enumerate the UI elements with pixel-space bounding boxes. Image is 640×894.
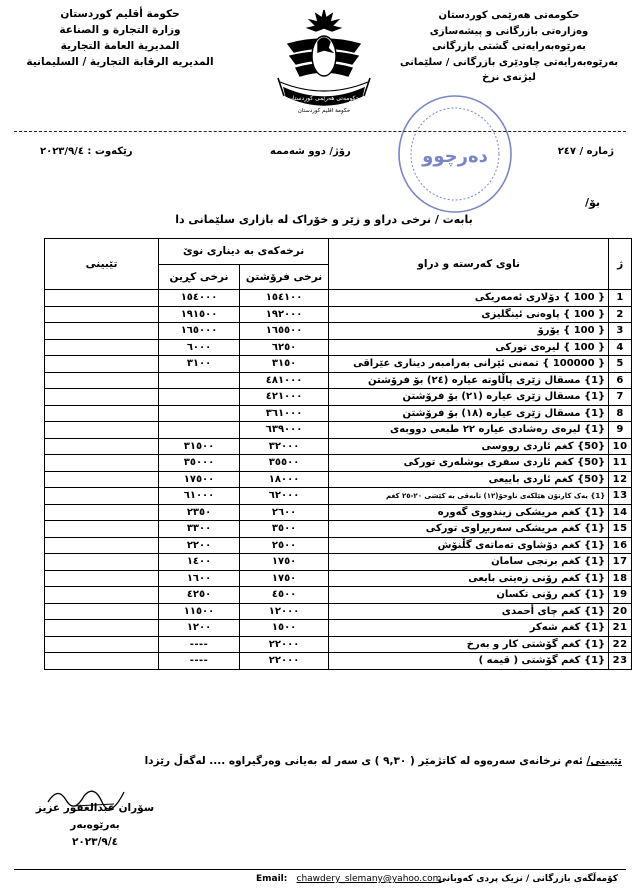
sell-price-cell: ٣٢٠٠٠ xyxy=(239,438,328,455)
table-row xyxy=(45,306,632,323)
footer-divider xyxy=(14,869,626,870)
notes-cell xyxy=(45,323,159,340)
sell-price-cell: ١٢٠٠٠ xyxy=(239,603,328,620)
stamp-text: دەرچوو xyxy=(422,146,488,167)
buy-price-cell: ٢٢٠٠ xyxy=(159,537,240,554)
header-kurdish xyxy=(394,8,624,86)
item-name-cell: {1} کغم مریشکی سەربڕاوی تورکی xyxy=(329,521,609,538)
buy-price-cell: ١٦٥٠٠٠ xyxy=(159,323,240,340)
sell-price-cell: ٦٢٠٠٠ xyxy=(239,488,328,505)
buy-price-cell: ---- xyxy=(159,636,240,653)
notes-cell xyxy=(45,471,159,488)
item-name-cell: {1} مسقال زێری عیارە (٢١) بۆ فرۆشتن xyxy=(329,389,609,406)
sell-price-cell: ١٥٠٠ xyxy=(239,620,328,637)
table-row xyxy=(45,554,632,571)
item-name-cell: {50} کغم ئاردی رووسی xyxy=(329,438,609,455)
sell-price-cell: ٣٦١٠٠٠ xyxy=(239,405,328,422)
buy-price-cell xyxy=(159,422,240,439)
buy-price-cell: ١٧٥٠٠ xyxy=(159,471,240,488)
table-row xyxy=(45,455,632,472)
sell-price-cell: ١٧٥٠ xyxy=(239,554,328,571)
footer-email-label: Email: xyxy=(256,874,288,884)
header-arabic-line: وزارة التجارة و الصناعة xyxy=(59,24,181,36)
notes-cell xyxy=(45,653,159,670)
notes-cell xyxy=(45,587,159,604)
row-number-cell: 21 xyxy=(609,620,632,637)
notes-cell xyxy=(45,488,159,505)
notes-cell xyxy=(45,339,159,356)
table-row xyxy=(45,587,632,604)
row-number-cell: 9 xyxy=(609,422,632,439)
header-kurdish-line: بەرێوەبەرایەتی گشتی بازرگانی xyxy=(432,41,586,52)
notes-cell xyxy=(45,636,159,653)
row-number-cell: 3 xyxy=(609,323,632,340)
notes-cell xyxy=(45,455,159,472)
table-row xyxy=(45,405,632,422)
sell-price-cell: ١٥٤١٠٠ xyxy=(239,290,328,307)
buy-price-cell: ١٥٤٠٠٠ xyxy=(159,290,240,307)
notes-cell xyxy=(45,422,159,439)
notes-cell xyxy=(45,521,159,538)
emblem-subtext: حكومة اقليم كوردستان xyxy=(297,108,351,114)
note-text: ئەم نرخانەی سەرەوە لە کاتژمێر ( ٩,٣٠ ) ی سەر لە بەیانی وەرگیراوە .... لەگەڵ رێزدا xyxy=(144,755,583,767)
item-name-cell: { 100 } دۆلاری ئەمەریکی xyxy=(329,290,609,307)
table-row xyxy=(45,537,632,554)
row-number-cell: 20 xyxy=(609,603,632,620)
header-name: ناوی کەرستە و دراو xyxy=(329,239,609,290)
notes-cell xyxy=(45,438,159,455)
table-row xyxy=(45,471,632,488)
signatory-name: سۆران عبدالغفور عزیز xyxy=(35,802,155,814)
header-kurdish-line: لیژنەی نرخ xyxy=(482,72,536,83)
item-name-cell: {1} لیرەی رەشادی عیارە ٢٢ طبعی دووبەی xyxy=(329,422,609,439)
item-name-cell: {1} کغم رۆنی زەیتی بایعی xyxy=(329,570,609,587)
item-name-cell: {50} کغم ئاردی سفری بوشلەری تورکی xyxy=(329,455,609,472)
item-name-cell: {1} کغم چای أحمدی xyxy=(329,603,609,620)
footer-address: کۆمەڵگەی بازرگانی / نزیک پردی کەوبانی xyxy=(437,874,618,884)
row-number-cell: 6 xyxy=(609,372,632,389)
header-kurdish-line: بەرێوەبەرایەتی چاودێری بازرگانی / سلێمانی xyxy=(399,56,619,68)
doc-day: رۆژ/ دوو شەممە xyxy=(270,146,351,157)
table-row xyxy=(45,389,632,406)
item-name-cell: {1} کغم مریشکی زیندووی گەورە xyxy=(329,504,609,521)
buy-price-cell: ٣١٥٠٠ xyxy=(159,438,240,455)
row-number-cell: 4 xyxy=(609,339,632,356)
notes-cell xyxy=(45,554,159,571)
row-number-cell: 18 xyxy=(609,570,632,587)
buy-price-cell: ٣٥٠٠٠ xyxy=(159,455,240,472)
item-name-cell: {1} کغم گۆشتی کار و بەرخ xyxy=(329,636,609,653)
footer-email xyxy=(256,874,441,884)
footer-email-link[interactable]: chawdery_slemany@yahoo.com xyxy=(296,874,442,884)
item-name-cell: {1} کغم برنجی سامان xyxy=(329,554,609,571)
buy-price-cell: ١٢٠٠ xyxy=(159,620,240,637)
table-row xyxy=(45,290,632,307)
signatory-title: بەرێوەبەر xyxy=(70,819,120,831)
item-name-cell: {1} کغم گۆشتی ( قیمە ) xyxy=(329,653,609,670)
sell-price-cell: ٢٦٠٠ xyxy=(239,504,328,521)
notes-cell xyxy=(45,405,159,422)
item-name-cell: { 100 } لیرەی تورکی xyxy=(329,339,609,356)
notes-cell xyxy=(45,389,159,406)
signature-date: ٢٠٢٣/٩/٤ xyxy=(71,836,119,848)
buy-price-cell xyxy=(159,389,240,406)
row-number-cell: 17 xyxy=(609,554,632,571)
buy-price-cell: ٢٣٥٠ xyxy=(159,504,240,521)
header-kurdish-line: وەزارەتی بازرگانی و پیشەسازی xyxy=(429,25,589,37)
header-number: ژ xyxy=(609,239,632,290)
notes-cell xyxy=(45,570,159,587)
row-number-cell: 13 xyxy=(609,488,632,505)
table-row xyxy=(45,603,632,620)
header-buy: نرخی کڕین xyxy=(159,264,240,290)
row-number-cell: 15 xyxy=(609,521,632,538)
row-number-cell: 7 xyxy=(609,389,632,406)
table-row xyxy=(45,372,632,389)
sell-price-cell: ٢٢٠٠٠ xyxy=(239,653,328,670)
emblem-text: حکومەتی هەرێمی کوردستان xyxy=(288,95,360,102)
note-label: تێبینی/ xyxy=(586,755,622,767)
item-name-cell: {1} کغم دۆشاوی تەماتەی گڵنۆش xyxy=(329,537,609,554)
row-number-cell: 19 xyxy=(609,587,632,604)
kurdistan-emblem-icon xyxy=(268,4,380,120)
row-number-cell: 22 xyxy=(609,636,632,653)
item-name-cell: {1} کغم رۆنی تکسان xyxy=(329,587,609,604)
buy-price-cell: ٦٠٠٠ xyxy=(159,339,240,356)
sell-price-cell: ١٧٥٠ xyxy=(239,570,328,587)
buy-price-cell: ٣١٠٠ xyxy=(159,356,240,373)
notes-cell xyxy=(45,372,159,389)
item-name-cell: {50} کغم ئاردی باییعی xyxy=(329,471,609,488)
header-arabic-line: المديرية العامة التجارية xyxy=(60,40,180,52)
table-header-row xyxy=(45,239,632,265)
row-number-cell: 10 xyxy=(609,438,632,455)
sell-price-cell: ١٨٠٠٠ xyxy=(239,471,328,488)
notes-cell xyxy=(45,603,159,620)
sell-price-cell: ١٦٥٥٠٠ xyxy=(239,323,328,340)
notes-cell xyxy=(45,290,159,307)
buy-price-cell xyxy=(159,372,240,389)
header-sell: نرخی فرۆشتن xyxy=(239,264,328,290)
row-number-cell: 14 xyxy=(609,504,632,521)
table-row xyxy=(45,339,632,356)
signature-block xyxy=(30,800,160,851)
sell-price-cell: ٣٥٠٠ xyxy=(239,521,328,538)
notes-cell xyxy=(45,356,159,373)
buy-price-cell: ٦١٠٠٠ xyxy=(159,488,240,505)
notes-cell xyxy=(45,504,159,521)
outgoing-stamp-icon xyxy=(395,92,515,216)
header-arabic xyxy=(20,6,220,70)
buy-price-cell: ١٩١٥٠٠ xyxy=(159,306,240,323)
header-notes: تێبینی xyxy=(45,239,159,290)
row-number-cell: 1 xyxy=(609,290,632,307)
item-name-cell: {1} یەک کارتۆن هێلکەی ناوخۆ(١٢) تابەقی بە کێشی ٢٠-٢٥ کغم xyxy=(329,488,609,505)
sell-price-cell: ١٩٢٠٠٠ xyxy=(239,306,328,323)
table-row xyxy=(45,504,632,521)
row-number-cell: 5 xyxy=(609,356,632,373)
header-arabic-line: المديريه الرقابة التجارية / السليمانية xyxy=(26,56,214,68)
subject-line: بابەت / نرخی دراو و زێر و خۆراک لە بازاری سلێمانی دا xyxy=(175,213,473,226)
table-row xyxy=(45,422,632,439)
doc-number: ژمارە / ٢٤٧ xyxy=(557,146,614,157)
sell-price-cell: ٦٢٥٠ xyxy=(239,339,328,356)
sell-price-cell: ٢٢٠٠٠ xyxy=(239,636,328,653)
table-row xyxy=(45,620,632,637)
buy-price-cell: ٣٣٠٠ xyxy=(159,521,240,538)
row-number-cell: 2 xyxy=(609,306,632,323)
sell-price-cell: ٣٥٥٠٠ xyxy=(239,455,328,472)
item-name-cell: {1} مسقال زێری عیارە (١٨) بۆ فرۆشتن xyxy=(329,405,609,422)
sell-price-cell: ٢٥٠٠ xyxy=(239,537,328,554)
sell-price-cell: ٤٢١٠٠٠ xyxy=(239,389,328,406)
table-row xyxy=(45,636,632,653)
notes-cell xyxy=(45,537,159,554)
doc-date: رێکەوت : ٢٠٢٣/٩/٤ xyxy=(40,146,133,157)
item-name-cell: { 100 } یۆرۆ xyxy=(329,323,609,340)
table-row xyxy=(45,323,632,340)
notes-cell xyxy=(45,620,159,637)
row-number-cell: 16 xyxy=(609,537,632,554)
row-number-cell: 12 xyxy=(609,471,632,488)
buy-price-cell: ١٤٠٠ xyxy=(159,554,240,571)
sell-price-cell: ٦٣٩٠٠٠ xyxy=(239,422,328,439)
sell-price-cell: ٣١٥٠ xyxy=(239,356,328,373)
sell-price-cell: ٤٥٠٠ xyxy=(239,587,328,604)
header-prices-group: نرخەکەی بە دیناری نوێ xyxy=(159,239,329,265)
buy-price-cell: ---- xyxy=(159,653,240,670)
addressee: بۆ/ xyxy=(584,196,600,209)
item-name-cell: {1} مسقال زێری پاڵاوتە عیارە (٢٤) بۆ فرۆشتن xyxy=(329,372,609,389)
buy-price-cell xyxy=(159,405,240,422)
buy-price-cell: ٤٢٥٠ xyxy=(159,587,240,604)
row-number-cell: 11 xyxy=(609,455,632,472)
notes-cell xyxy=(45,306,159,323)
table-row xyxy=(45,356,632,373)
row-number-cell: 23 xyxy=(609,653,632,670)
table-row xyxy=(45,653,632,670)
table-row xyxy=(45,570,632,587)
row-number-cell: 8 xyxy=(609,405,632,422)
header-arabic-line: حكومة أقليم كوردستان xyxy=(60,8,180,20)
header-kurdish-line: حکومەتی هەرێمی کوردستان xyxy=(438,10,580,21)
table-row xyxy=(45,521,632,538)
buy-price-cell: ١٦٠٠ xyxy=(159,570,240,587)
item-name-cell: { 100 } پاوەنی ئینگلیزی xyxy=(329,306,609,323)
item-name-cell: {1} کغم شەکر xyxy=(329,620,609,637)
item-name-cell: { 100000 } تمەنی ئێرانی بەرامبەر دیناری عێراقی xyxy=(329,356,609,373)
buy-price-cell: ١١٥٠٠ xyxy=(159,603,240,620)
price-table xyxy=(44,238,632,670)
table-row xyxy=(45,438,632,455)
sell-price-cell: ٤٨١٠٠٠ xyxy=(239,372,328,389)
header-divider xyxy=(14,131,626,132)
table-row xyxy=(45,488,632,505)
note xyxy=(62,755,622,767)
